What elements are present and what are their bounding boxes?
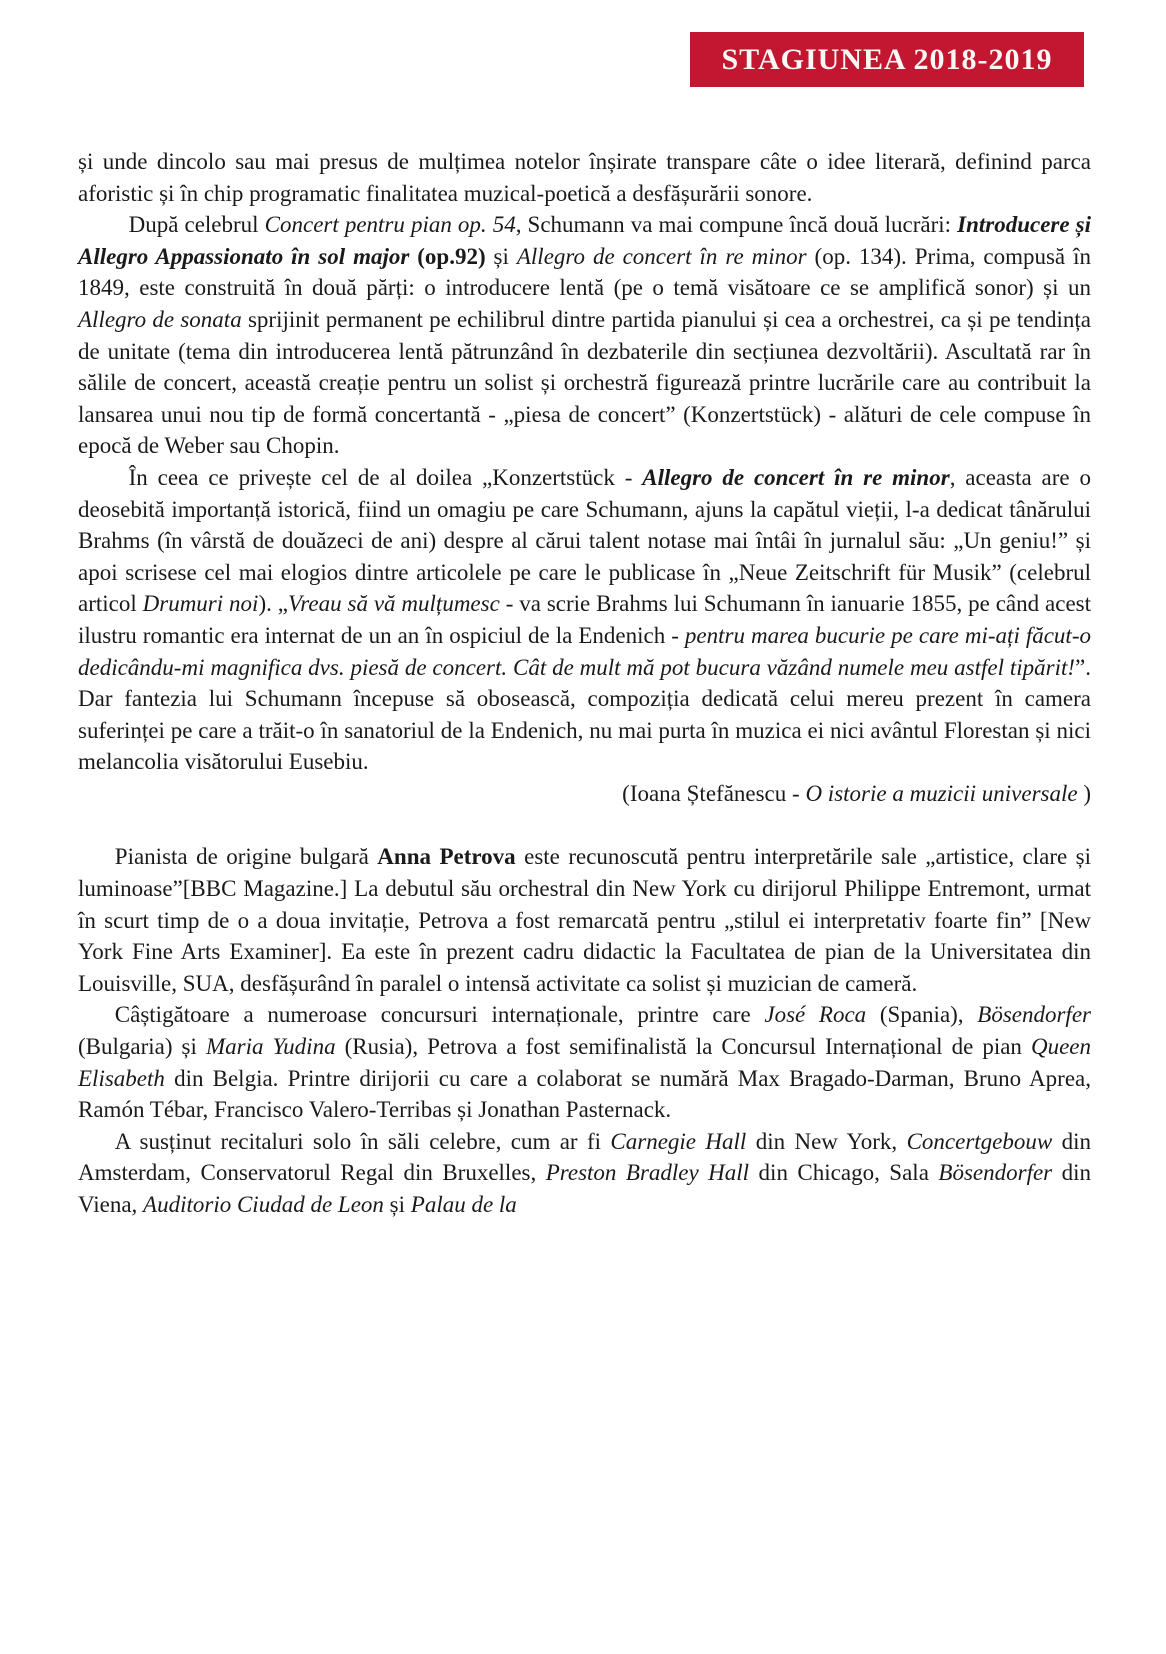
text-run: - va scrie Brahms lui Schumann în ianuarie 1855, pe când acest ilustru romantic era internat de un an în ospiciul de la Endenich - xyxy=(78,591,1091,648)
text-run: , Schumann va mai compune încă două lucrări: xyxy=(515,212,958,238)
text-run: Allegro de concert în re minor xyxy=(516,243,807,269)
text-run: este recunoscută pentru interpretările sale „artistice, clare și luminoase”[BBC Magazine.] La debutul său orchestral din New York cu dirijorul Philippe Entremont, urmat în scurt timp de o a doua invitație, Petrova a fost remarcată pentru „stilul ei interpretativ foarte fin” [New York Fine Arts Examiner]. Ea este în prezent cadru didactic la Facultatea de pian de la Universitatea din Louisville, SUA, desfășurând în paralel o intensă activitate ca solist și muzician de cameră. xyxy=(78,844,1092,996)
text-run: ). „ xyxy=(258,591,288,617)
text-run: (op.92) xyxy=(409,243,486,269)
text-run: pentru marea bucurie pe care mi-ați făcut-o dedicându-mi magnifica dvs. piesă de concert. Cât de mult mă pot bucura văzând numele meu astfel tipărit! xyxy=(78,622,1091,680)
text-run: José Roca xyxy=(764,1002,867,1028)
text-run: Câștigătoare a numeroase concursuri internaționale, printre care xyxy=(114,1002,765,1028)
text-run: Maria Yudina xyxy=(205,1034,336,1060)
text-run: ) xyxy=(1077,780,1091,806)
text-run: și unde dincolo sau mai presus de mulțimea notelor înșirate transpare câte o idee literară, definind parca aforistic și în chip programatic finalitatea muzical-poetică a desfășurării sonore. xyxy=(78,149,1091,206)
text-run: Preston Bradley Hall xyxy=(545,1160,750,1186)
text-run: și xyxy=(383,1192,411,1217)
text-run: (Ioana Ștefănescu - xyxy=(622,780,806,806)
text-run: Auditorio Ciudad de Leon xyxy=(143,1192,384,1217)
paragraph-attribution xyxy=(78,778,1091,810)
text-run: O istorie a muzicii universale xyxy=(805,780,1078,806)
text-run: din Belgia. Printre dirijorii cu care a colaborat se numără Max Bragado-Darman, Bruno Aprea, Ramón Tébar, Francisco Valero-Terribas și Jonathan Pasternack. xyxy=(78,1065,1091,1123)
text-run: (Spania), xyxy=(866,1002,978,1028)
text-run: (Bulgaria) și xyxy=(78,1034,206,1060)
text-run: A susținut recitaluri solo în săli celebre, cum ar fi xyxy=(114,1128,611,1154)
text-run: Introducere și Allegro Appassionato în sol major xyxy=(78,212,1091,269)
text-run: din New York, xyxy=(746,1128,907,1154)
season-banner: STAGIUNEA 2018-2019 xyxy=(690,32,1084,87)
text-run: și xyxy=(485,243,517,269)
text-run: sprijinit permanent pe echilibrul dintre partida pianului și cea a orchestrei, ca și pe tendința de unitate (tema din introducerea lentă pătrunzând în dezbaterile din secțiunea dezvoltării). Ascultată rar în sălile de concert, această creație pentru un solist și orchestră figurează printre lucrările care au contribuit la lansarea unui nou tip de formă concertantă - „piesa de concert” (Konzertstück) - alături de cele compuse în epocă de Weber sau Chopin. xyxy=(78,306,1092,459)
paragraph-konzertstuck-brahms xyxy=(78,462,1091,778)
text-run: Bösendorfer xyxy=(938,1160,1053,1186)
text-run: (Rusia), Petrova a fost semifinalistă la Concursul Internațional de pian xyxy=(335,1034,1031,1060)
text-run: , aceasta are o deosebită importanță istorică, fiind un omagiu pe care Schumann, ajuns la capătul vieții, l-a dedicat tânărului Brahms (în vârstă de douăzeci de ani) despre al cărui talent notase mai întâi în jurnalul său: „Un geniu!” și apoi scrisese cel mai elogios dintre articolele pe care le publicase în „Neue Zeitschrift für Musik” (celebrul articol xyxy=(78,464,1091,617)
text-run: din Amsterdam, Conservatorul Regal din Bruxelles, xyxy=(78,1128,1091,1186)
text-run: Concert pentru pian op. 54 xyxy=(264,212,516,238)
text-run: Allegro de concert în re minor xyxy=(642,464,950,490)
text-run: Concertgebouw xyxy=(906,1128,1053,1154)
paragraph-intro-continuation xyxy=(78,146,1091,209)
text-run: din Chicago, Sala xyxy=(749,1160,939,1186)
text-run: Anna Petrova xyxy=(377,844,516,870)
text-run: Palau de la xyxy=(410,1192,517,1217)
text-run: Drumuri noi xyxy=(142,591,259,617)
text-run: ”. Dar fantezia lui Schumann începuse să obosească, compoziția dedicată celui mereu prezent în camera suferinței pe care a trăit-o în sanatoriul de la Endenich, nu mai purta în muzica ei nici avântul Florestan și nici melancolia visătorului Eusebiu. xyxy=(78,654,1091,775)
text-run: După celebrul xyxy=(128,212,265,238)
text-run: (op. 134). Prima, compusă în 1849, este construită în două părți: o introducere lentă (pe o temă visătoare ce se amplifică sonor) și un xyxy=(78,243,1091,301)
text-run: În ceea ce privește cel de al doilea „Konzertstück - xyxy=(128,464,643,490)
paragraph-petrova-recitals xyxy=(78,1126,1091,1221)
text-run: Pianista de origine bulgară xyxy=(114,844,378,870)
paragraph-petrova-competitions xyxy=(78,999,1091,1125)
text-run: Queen Elisabeth xyxy=(78,1034,1091,1091)
text-run: Allegro de sonata xyxy=(78,306,242,332)
text-run: Bösendorfer xyxy=(977,1002,1091,1028)
text-run: Carnegie Hall xyxy=(610,1128,747,1154)
paragraph-petrova-bio xyxy=(78,841,1091,999)
text-run: Vreau să vă mulțumesc xyxy=(287,591,500,617)
paragraph-schumann-works xyxy=(78,209,1091,462)
article xyxy=(78,146,1091,1221)
text-run: din Viena, xyxy=(78,1160,1091,1217)
